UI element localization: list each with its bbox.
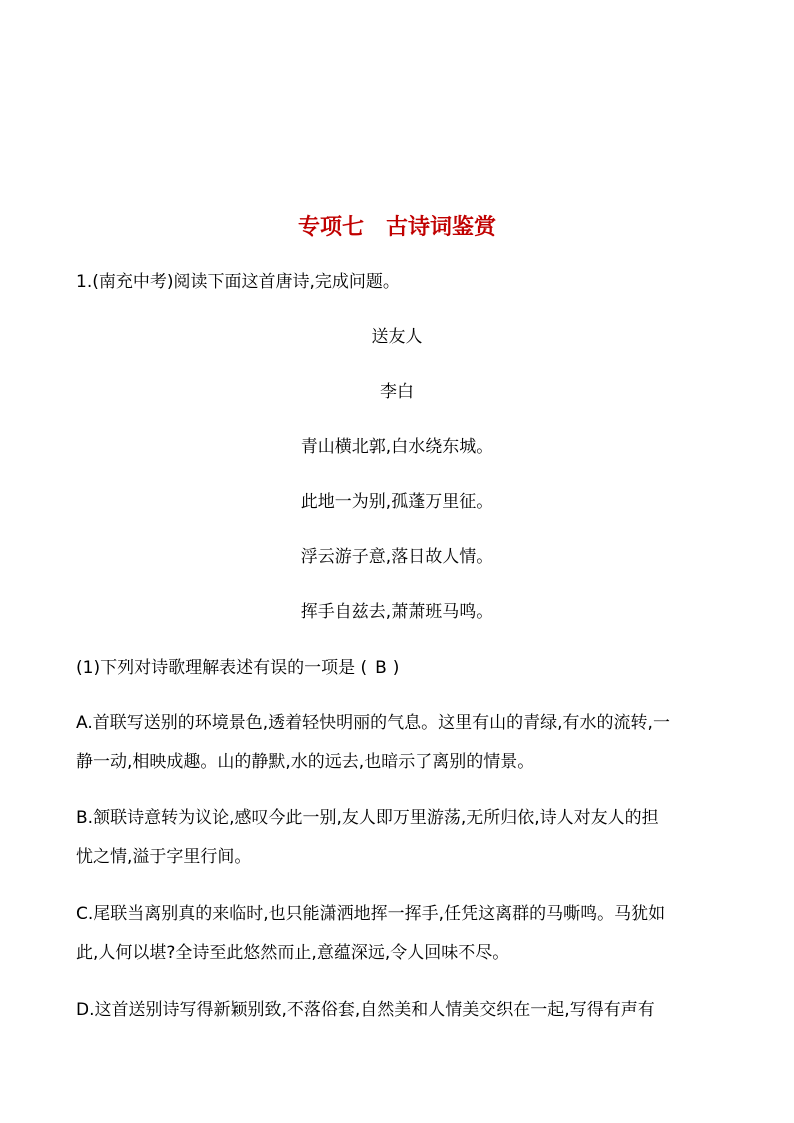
option-a-line-1: A.首联写送别的环境景色,透着轻快明丽的气息。这里有山的青绿,有水的流转,一 (76, 713, 670, 733)
question-intro: 1.(南充中考)阅读下面这首唐诗,完成问题。 (76, 272, 400, 292)
sub-question-stem: (1)下列对诗歌理解表述有误的一项是 ( (76, 658, 368, 678)
poem-line-3: 浮云游子意,落日故人情。 (300, 547, 494, 567)
option-a-line-2: 静一动,相映成趣。山的静默,水的远去,也暗示了离别的情景。 (76, 752, 535, 772)
answer-value: B (375, 658, 387, 678)
poem-title: 送友人 (371, 327, 423, 347)
poem-author: 李白 (380, 382, 414, 402)
poem-line-2: 此地一为别,孤蓬万里征。 (300, 492, 494, 512)
poem-line-4: 挥手自兹去,萧萧班马鸣。 (300, 602, 494, 622)
sub-question-1 (76, 654, 399, 682)
poem-line-1: 青山横北郭,白水绕东城。 (300, 437, 494, 457)
page-title: 专项七 古诗词鉴赏 (297, 215, 496, 240)
option-b-line-2: 忧之情,溢于字里行间。 (76, 847, 252, 867)
option-b-line-1: B.颔联诗意转为议论,感叹今此一别,友人即万里游荡,无所归依,诗人对友人的担 (76, 808, 659, 828)
option-c-line-2: 此,人何以堪?全诗至此悠然而止,意蕴深远,令人回味不尽。 (76, 943, 510, 963)
option-d-line-1: D.这首送别诗写得新颖别致,不落俗套,自然美和人情美交织在一起,写得有声有 (76, 1000, 655, 1020)
option-c-line-1: C.尾联当离别真的来临时,也只能潇洒地挥一挥手,任凭这离群的马嘶鸣。马犹如 (76, 904, 666, 924)
sub-question-close: ) (392, 658, 400, 678)
